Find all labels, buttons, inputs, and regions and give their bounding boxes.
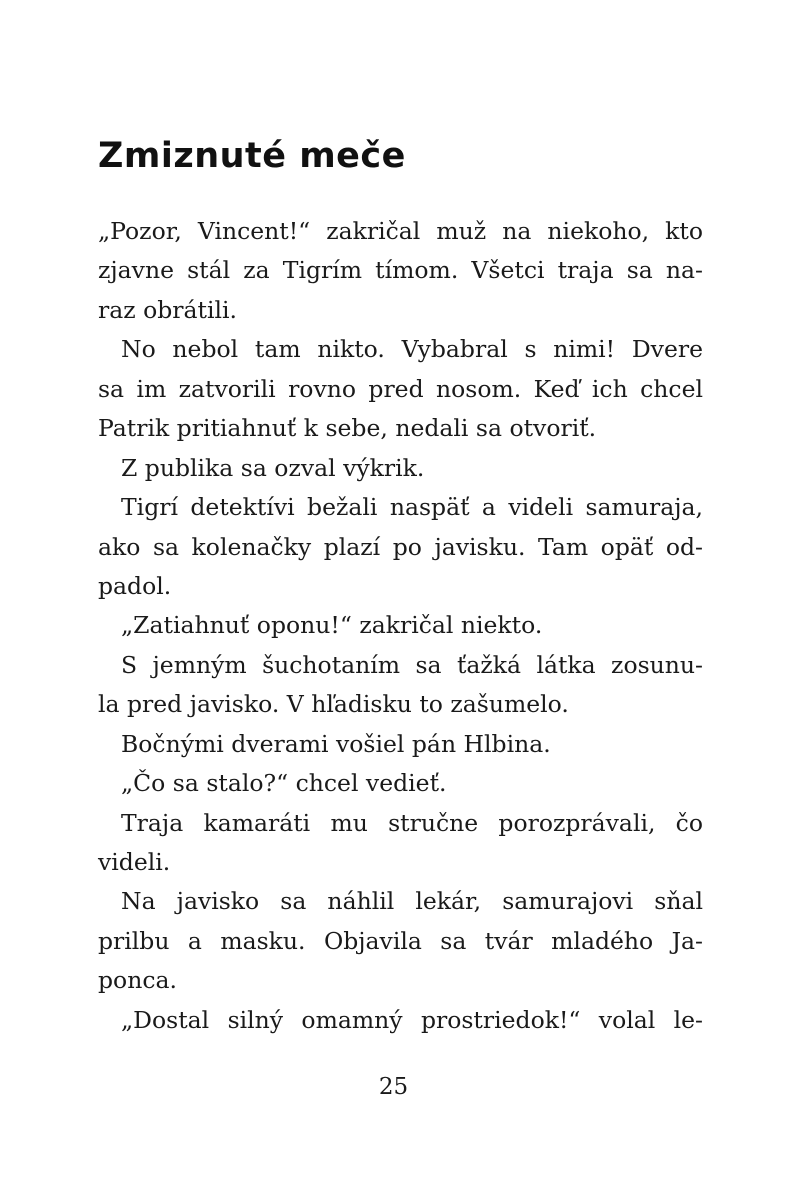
text-line: zjavne stál za Tigrím tímom. Všetci traja sa na- xyxy=(98,256,703,285)
text-line: „Čo sa stalo?“ chcel vedieť. xyxy=(121,769,447,798)
paragraph xyxy=(98,449,703,488)
paragraph xyxy=(98,646,703,725)
paragraph xyxy=(98,804,703,883)
text-line: No nebol tam nikto. Vybabral s nimi! Dvere xyxy=(121,335,703,364)
text-line: Traja kamaráti mu stručne porozprávali, čo xyxy=(121,808,703,837)
page-number: 25 xyxy=(378,1074,409,1100)
body-text xyxy=(98,212,703,1040)
text-line: la pred javisko. V hľadisku to zašumelo. xyxy=(98,690,569,719)
paragraph xyxy=(98,764,703,803)
text-line: „Dostal silný omamný prostriedok!“ volal le- xyxy=(121,1005,703,1034)
text-line: „Pozor, Vincent!“ zakričal muž na niekoho, kto xyxy=(98,217,703,245)
paragraph xyxy=(98,606,703,645)
paragraph xyxy=(98,1001,703,1040)
text-line: Tigrí detektívi bežali naspäť a videli samuraja, xyxy=(121,493,703,522)
text-line: Z publika sa ozval výkrik. xyxy=(121,453,425,482)
paragraph xyxy=(98,330,703,448)
paragraph xyxy=(98,882,703,1000)
paragraph xyxy=(98,725,703,764)
paragraph xyxy=(98,212,703,330)
text-line: S jemným šuchotaním sa ťažká látka zosunu- xyxy=(121,650,703,679)
text-line: ponca. xyxy=(98,966,177,995)
text-line: „Zatiahnuť oponu!“ zakričal niekto. xyxy=(121,611,543,640)
text-line: Na javisko sa náhlil lekár, samurajovi sňal xyxy=(121,887,703,916)
chapter-title: Zmiznuté meče xyxy=(98,136,406,176)
text-line: Bočnými dverami vošiel pán Hlbina. xyxy=(121,729,551,758)
text-line: prilbu a masku. Objavila sa tvár mladého Ja- xyxy=(98,926,703,955)
paragraph xyxy=(98,488,703,606)
text-line: padol. xyxy=(98,571,172,600)
text-line: videli. xyxy=(98,848,171,876)
text-line: ako sa kolenačky plazí po javisku. Tam opäť od- xyxy=(98,532,703,561)
text-line: sa im zatvorili rovno pred nosom. Keď ich chcel xyxy=(98,374,703,403)
text-line: Patrik pritiahnuť k sebe, nedali sa otvoriť. xyxy=(98,414,597,443)
text-line: raz obrátili. xyxy=(98,295,237,324)
